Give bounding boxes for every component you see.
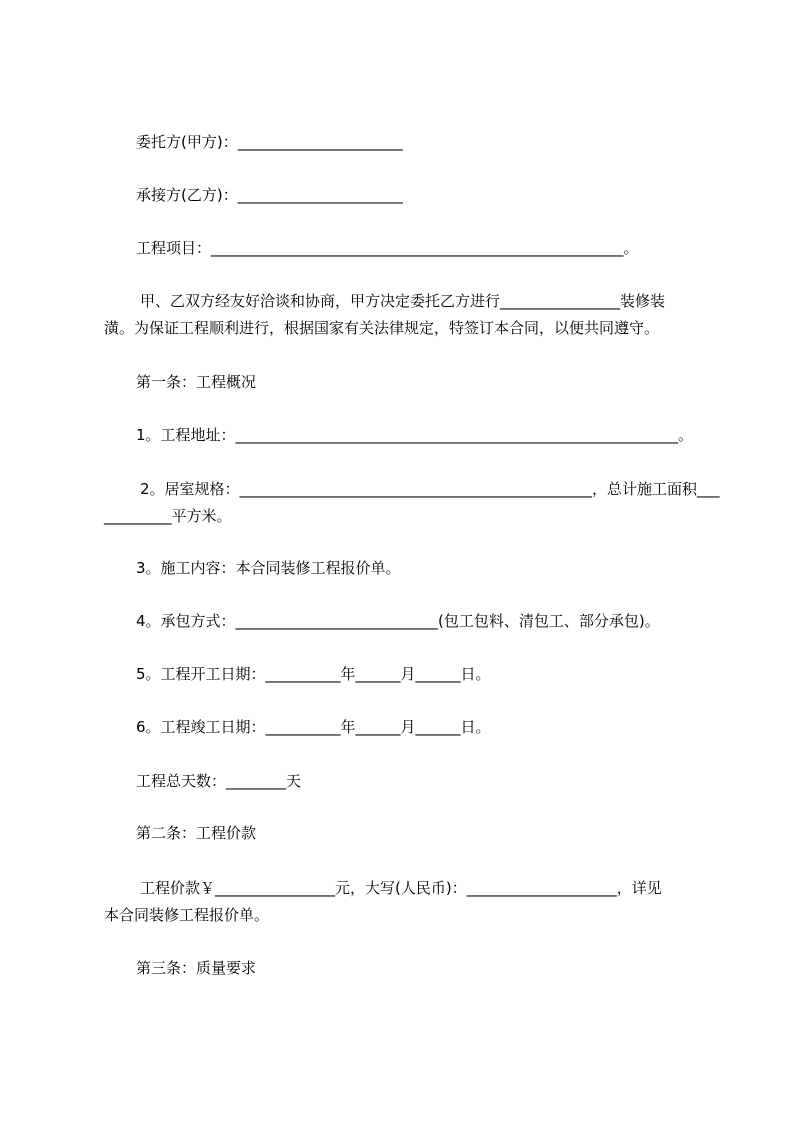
item-4-method: 4。承包方式：___________________________(包工包料、清包工、部分承包)。 bbox=[136, 612, 660, 630]
price-line-1: 工程价款￥________________元，大写(人民币)：____________________，详见 bbox=[140, 879, 662, 897]
article-2-title: 第二条：工程价款 bbox=[136, 824, 257, 842]
intro-paragraph-line-2: 潢。为保证工程顺利进行，根据国家有关法律规定，特签订本合同，以便共同遵守。 bbox=[104, 319, 660, 337]
item-2-line-2: _________平方米。 bbox=[104, 507, 232, 525]
article-1-title: 第一条：工程概况 bbox=[136, 373, 257, 391]
total-days: 工程总天数：________天 bbox=[136, 772, 302, 790]
item-5-start-date: 5。工程开工日期：__________年______月______日。 bbox=[136, 665, 491, 683]
client-line: 委托方(甲方)：______________________ bbox=[136, 133, 403, 151]
item-1-address: 1。工程地址：___________________________________________________________。 bbox=[136, 426, 694, 444]
item-3-content: 3。施工内容：本合同装修工程报价单。 bbox=[136, 559, 401, 577]
item-2-line-1: 2。居室规格：_______________________________________________，总计施工面积___ bbox=[140, 480, 720, 498]
intro-paragraph-line-1: 甲、乙双方经友好洽谈和协商，甲方决定委托乙方进行________________装修装 bbox=[140, 292, 666, 310]
contractor-line: 承接方(乙方)：______________________ bbox=[136, 186, 403, 204]
price-line-2: 本合同装修工程报价单。 bbox=[104, 906, 270, 924]
item-6-end-date: 6。工程竣工日期：__________年______月______日。 bbox=[136, 718, 491, 736]
article-3-title: 第三条：质量要求 bbox=[136, 959, 257, 977]
project-line: 工程项目：_______________________________________________________。 bbox=[136, 239, 639, 257]
